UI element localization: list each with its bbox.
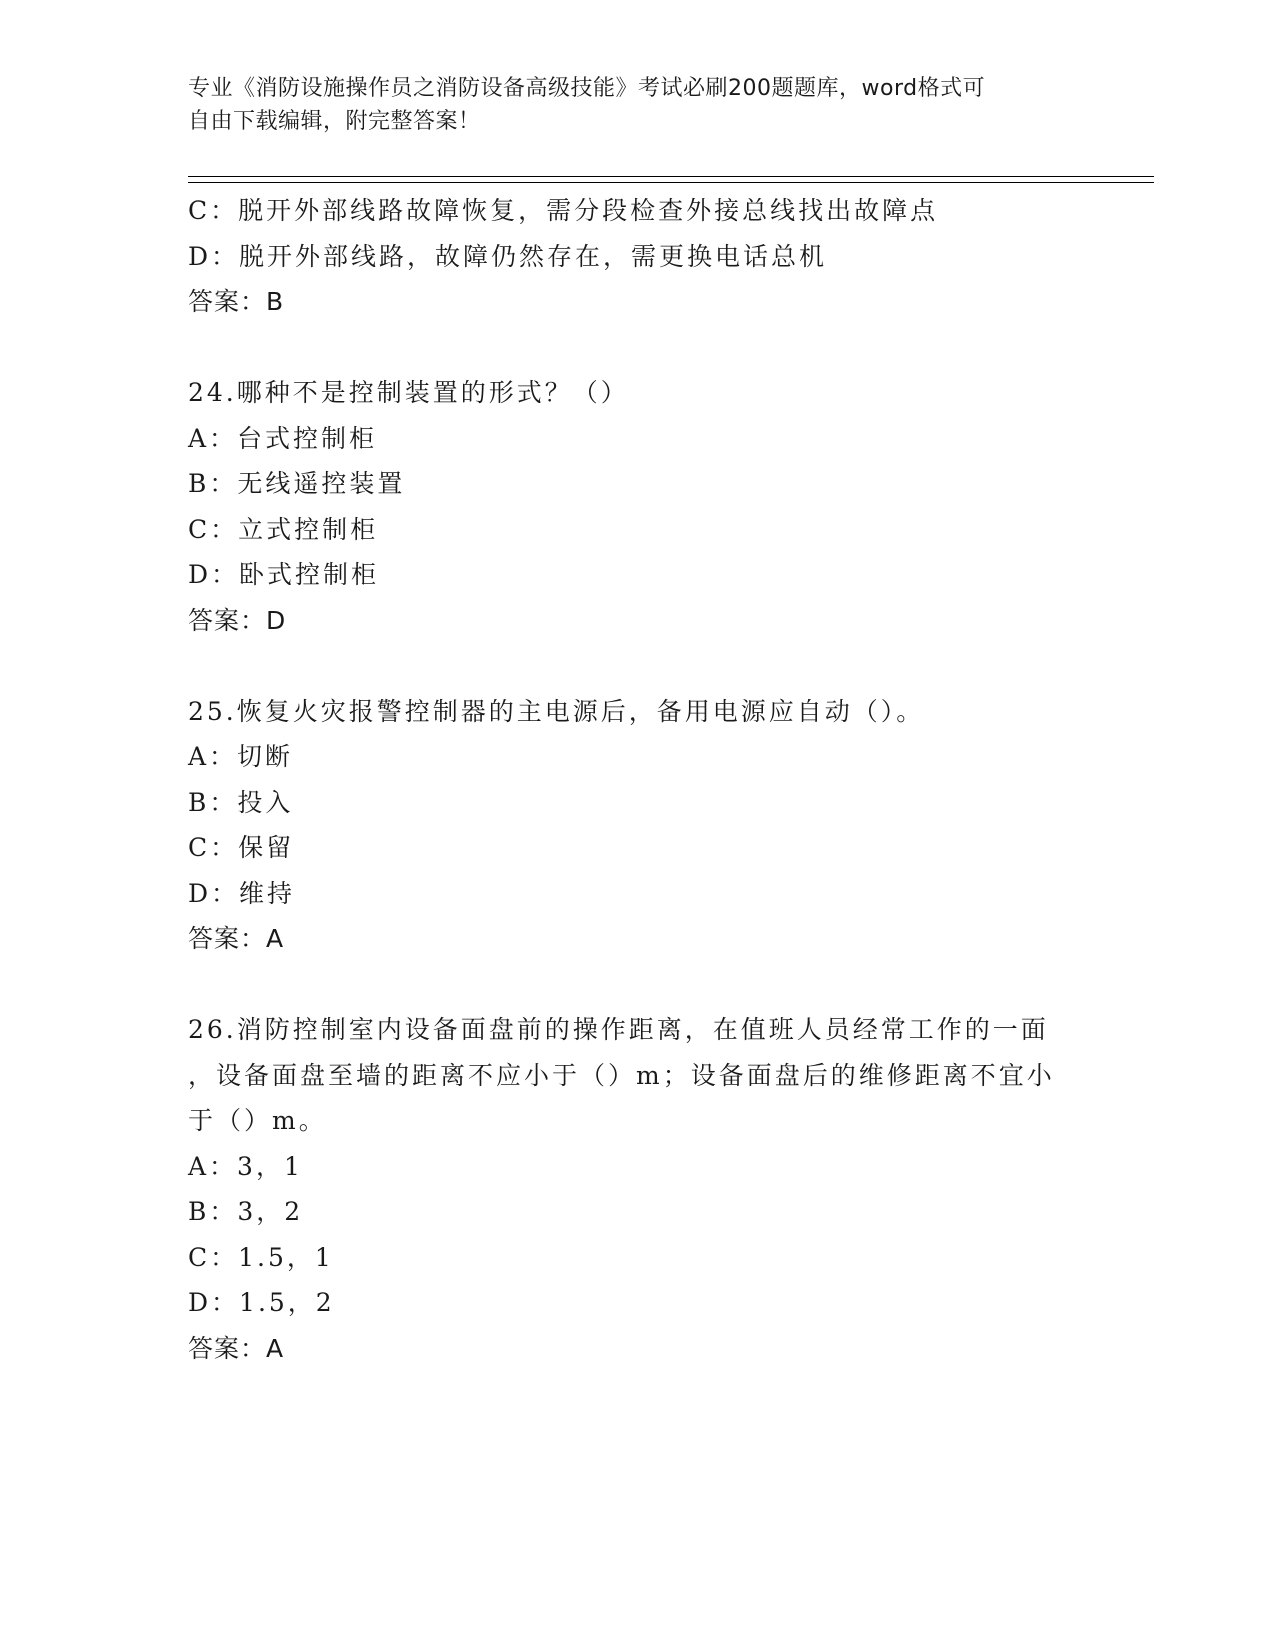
- option-c: C：立式控制柜: [188, 514, 379, 544]
- question-stem: 24.哪种不是控制装置的形式？（）: [188, 378, 629, 407]
- question-25: [188, 689, 1088, 962]
- header-line-1: 专业《消防设施操作员之消防设备高级技能》考试必刷200题题库，word格式可: [188, 76, 986, 101]
- option-d: D：卧式控制柜: [188, 560, 380, 589]
- answer-line: 答案：B: [188, 287, 285, 316]
- question-stem-line-3: 于（）m。: [188, 1106, 327, 1135]
- option-b: B：投入: [188, 787, 294, 817]
- option-c: C：保留: [188, 833, 295, 862]
- header-rule-bottom: [188, 182, 1154, 183]
- option-d: D：维持: [188, 878, 296, 908]
- header-line-2: 自由下载编辑，附完整答案！: [188, 109, 481, 134]
- option-a: A：台式控制柜: [188, 423, 378, 453]
- option-d: D：脱开外部线路，故障仍然存在，需更换电话总机: [188, 241, 828, 271]
- question-stem: 25.恢复火灾报警控制器的主电源后，备用电源应自动（）。: [188, 696, 925, 726]
- document-header: [188, 72, 1068, 138]
- question-24: [188, 370, 1088, 643]
- question-list: [188, 188, 1088, 1371]
- option-d: D：1.5，2: [188, 1288, 335, 1317]
- question-stem-line-2: ，设备面盘至墙的距离不应小于（）m；设备面盘后的维修距离不宜小: [188, 1060, 1055, 1090]
- answer-line: 答案：A: [188, 924, 285, 953]
- header-rule-top: [188, 176, 1154, 177]
- answer-line: 答案：A: [188, 1333, 285, 1363]
- answer-line: 答案：D: [188, 605, 287, 635]
- option-a: A：切断: [188, 742, 294, 771]
- option-c: C：1.5，1: [188, 1242, 334, 1272]
- question-23-continuation: [188, 188, 1088, 325]
- option-c: C：脱开外部线路故障恢复，需分段检查外接总线找出故障点: [188, 196, 939, 225]
- question-26: [188, 1007, 1088, 1371]
- question-stem-line-1: 26.消防控制室内设备面盘前的操作距离，在值班人员经常工作的一面: [188, 1015, 1049, 1044]
- option-b: B：3，2: [188, 1197, 304, 1226]
- option-b: B：无线遥控装置: [188, 469, 406, 498]
- option-a: A：3，1: [188, 1151, 303, 1181]
